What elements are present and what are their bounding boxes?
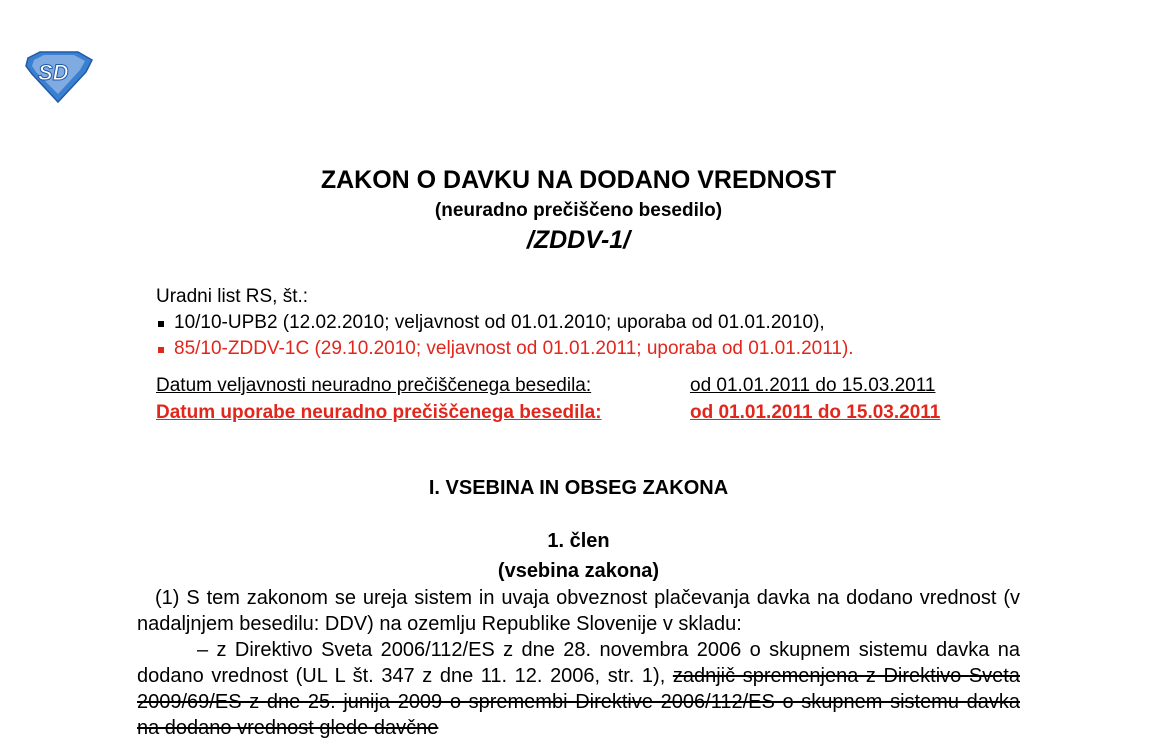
paragraph-2 — [137, 637, 1020, 741]
svg-text:SD: SD — [38, 60, 69, 85]
article-number: 1. člen — [547, 530, 610, 552]
struck-text: zadnjič spremenjena z Direktivo Sveta 2009/69/ES z dne 25. junija 2009 o spremembi Direktive 2006/112/ES o skupnem sistemu davka na dodano vrednost glede davčne — [137, 665, 1020, 739]
gazette-block — [156, 284, 854, 362]
article-body — [137, 585, 1020, 741]
use-date-label: Datum uporabe neuradno prečiščenega besedila: — [156, 402, 602, 423]
sd-logo-icon — [22, 50, 96, 104]
law-abbreviation: /ZDDV-1/ — [526, 226, 631, 254]
paragraph-2-text: – z Direktivo Sveta 2006/112/ES z dne 28. novembra 2006 o skupnem sistemu davka na dodano vrednost (UL L št. 347 z dne 11. 12. 2006, str. 1), — [137, 639, 1020, 687]
gazette-item-amendment: 85/10-ZDDV-1C (29.10.2010; veljavnost od 01.01.2011; uporaba od 01.01.2011). — [156, 336, 854, 362]
use-date-value: od 01.01.2011 do 15.03.2011 — [690, 402, 941, 423]
gazette-label: Uradni list RS, št.: — [156, 286, 309, 307]
paragraph-1: (1) S tem zakonom se ureja sistem in uvaja obveznost plačevanja davka na dodano vrednost (v nadaljnjem besedilu: DDV) na ozemlju Republike Slovenije v skladu: — [137, 587, 1020, 635]
article-name: (vsebina zakona) — [497, 560, 660, 582]
law-title: ZAKON O DAVKU NA DODANO VREDNOST — [320, 166, 837, 194]
validity-date-value: od 01.01.2011 do 15.03.2011 — [690, 375, 936, 396]
dates-block — [156, 372, 940, 426]
validity-date-label: Datum veljavnosti neuradno prečiščenega besedila: — [156, 375, 592, 396]
law-subtitle: (neuradno prečiščeno besedilo) — [434, 200, 723, 221]
section-heading: I. VSEBINA IN OBSEG ZAKONA — [428, 477, 729, 499]
gazette-list — [156, 310, 854, 362]
gazette-item: 10/10-UPB2 (12.02.2010; veljavnost od 01.01.2010; uporaba od 01.01.2010), — [156, 310, 854, 336]
